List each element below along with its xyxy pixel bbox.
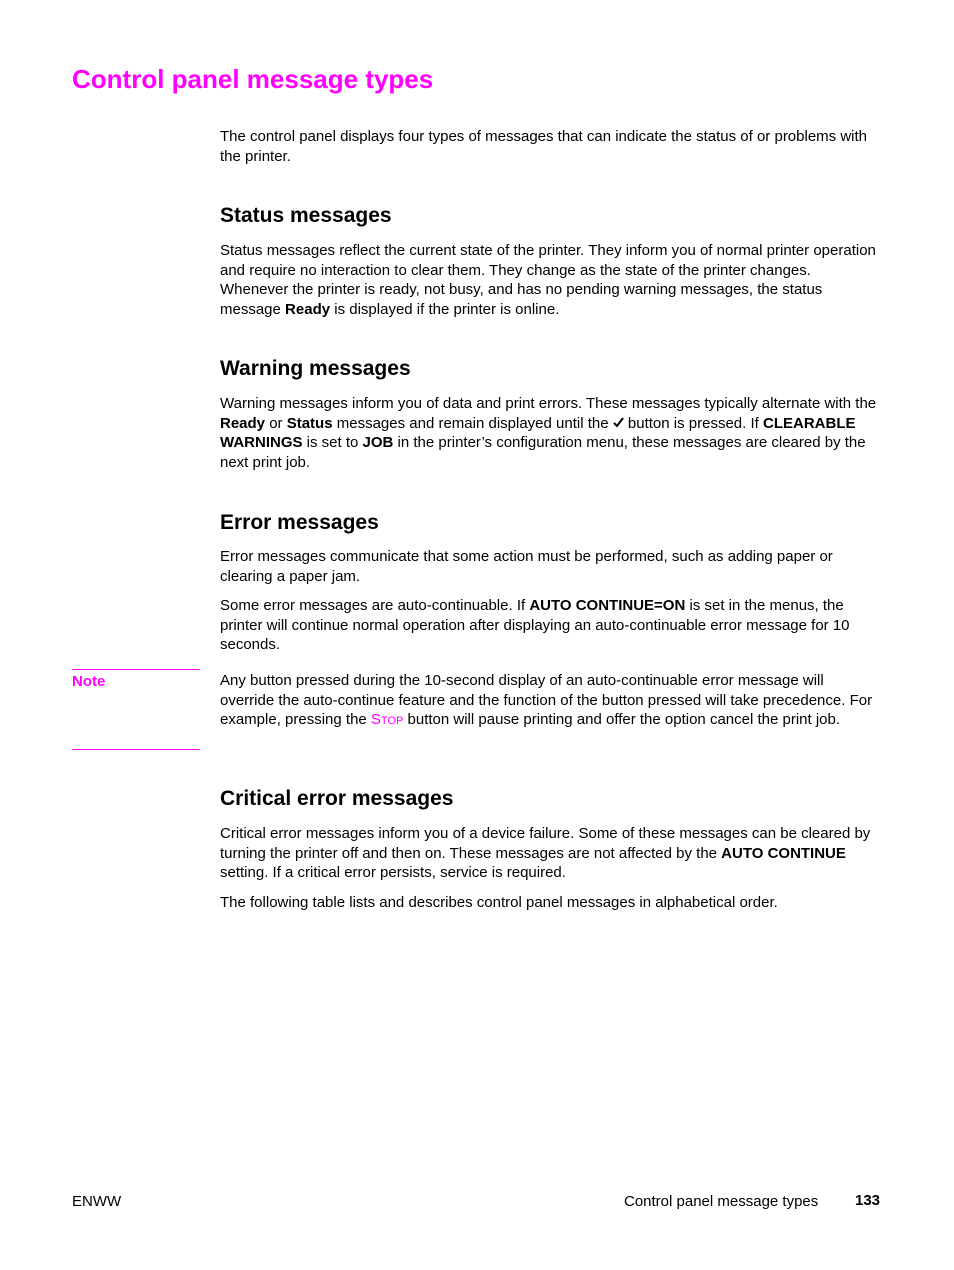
note-paragraph [220,671,880,730]
warning-bold-status: Status [286,414,333,432]
warning-text-5: is set to [302,434,363,451]
intro-text: The control panel displays four types of messages that can indicate the status of or problems with the printer. [220,128,868,165]
status-text-a: Status messages reflect the current state of the printer. They inform you of normal printer operation and require no interaction to clear them. They change as the state of the printer changes. Whenever the printer is ready, not busy, and has no pending warning messages, the status message [220,242,876,318]
warning-text-3: messages and remain displayed until the [332,414,613,432]
footer-section-title: Control panel message types [624,1193,819,1210]
warning-text-6: in the printer’s configuration menu, these messages are cleared by the next print job. [220,434,866,471]
error-text-b: is set in the menus, the printer will continue normal operation after displaying an auto-continuable error message for 10 seconds. [220,597,850,653]
status-section [220,241,880,319]
warning-section [220,394,880,472]
status-text-b: is displayed if the printer is online. [330,300,560,318]
status-paragraph [220,241,880,319]
intro-paragraph [220,127,880,166]
critical-paragraph-1 [220,824,880,883]
critical-text-b: setting. If a critical error persists, service is required. [220,864,566,881]
warning-heading: Warning messages [220,357,411,380]
error-bold-auto-continue: AUTO CONTINUE=ON [529,597,686,614]
note-label: Note [72,673,106,690]
warning-bold-job: JOB [362,434,394,451]
warning-bold-clearable: CLEARABLE WARNINGS [220,414,856,451]
critical-paragraph-2: The following table lists and describes control panel messages in alphabetical order. [220,893,778,911]
warning-text-2: or [265,414,287,432]
note-bottom-rule [72,749,200,750]
note-text-a: Any button pressed during the 10-second display of an auto-continuable error message will override the auto-continue feature and the function of the button pressed will take precedence. For example, pressing the [220,672,873,728]
warning-text-4: button is pressed. If [623,414,763,432]
footer-left: ENWW [72,1193,122,1210]
error-section [220,547,880,655]
check-icon [613,414,624,434]
error-paragraph-1: Error messages communicate that some action must be performed, such as adding paper or clearing a paper jam. [220,548,833,585]
critical-text-a: Critical error messages inform you of a device failure. Some of these messages can be cleared by turning the printer off and then on. These messages are not affected by the [220,825,871,862]
page-number: 133 [855,1192,881,1209]
warning-bold-ready: Ready [220,414,266,432]
warning-paragraph [220,394,880,472]
warning-text-1: Warning messages inform you of data and print errors. These messages typically alternate with the [220,395,877,412]
critical-bold-auto-continue: AUTO CONTINUE [721,844,846,862]
critical-section [220,824,880,912]
status-heading: Status messages [220,204,392,227]
critical-heading: Critical error messages [220,787,454,810]
error-text-a: Some error messages are auto-continuable. If [220,597,530,614]
error-paragraph-2 [220,596,880,655]
error-heading: Error messages [220,511,379,534]
status-bold-ready: Ready [285,300,331,318]
page-title: Control panel message types [72,64,434,94]
stop-button-label: Stop [370,711,404,728]
note-text-b: button will pause printing and offer the option cancel the print job. [403,711,841,728]
note-section [220,671,880,730]
note-top-rule [72,669,200,670]
